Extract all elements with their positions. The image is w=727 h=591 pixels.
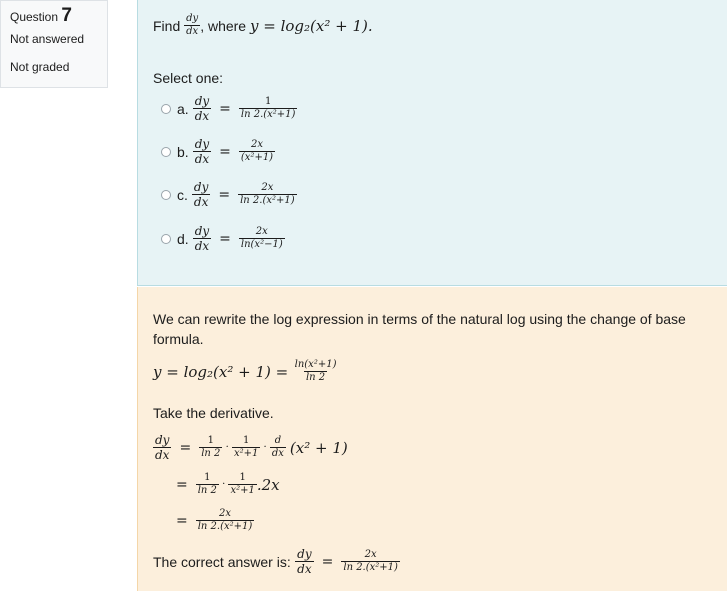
question-text: Find $\frac{dy}{dx}$ , where y = log₂(x² + 1). (153, 13, 373, 37)
option-a-radio[interactable] (161, 104, 171, 114)
question-grade: Not graded (10, 60, 70, 74)
question-number: Question 7 (10, 5, 72, 26)
option-c-answer: $\frac{2x}{\text{ln 2.(x²+1)}}$ (240, 182, 295, 206)
select-one-label: Select one: (153, 70, 224, 86)
question-state: Not answered (10, 32, 85, 46)
derivative-step-3: = $\frac{2x}{\text{ln 2.(x²+1)}}$ (176, 508, 253, 532)
option-a[interactable]: a. $\frac{dy}{dx}$ = $\frac{1}{\text{ln 2.(x²+1)}}$ (161, 95, 297, 122)
option-b-answer: $\frac{2x}{\text{(x²+1)}}$ (240, 139, 274, 163)
dydx-fraction: $\frac{dy}{dx}$ (186, 13, 199, 37)
take-derivative-label: Take the derivative. (153, 405, 274, 421)
question-info-panel (0, 0, 108, 88)
derivative-step-1: $\frac{dy}{dx}$ = $\frac{1}{\ln 2}$ · $\frac{1}{\text{x²+1}}$ · $\frac{d}{dx}$ (x² + 1) (155, 433, 348, 462)
option-d-radio[interactable] (161, 234, 171, 244)
option-a-answer: $\frac{1}{\text{ln 2.(x²+1)}}$ (240, 96, 296, 120)
feedback-intro: We can rewrite the log expression in terms of the natural log using the change of base formula. (153, 311, 686, 347)
option-b[interactable]: b. $\frac{dy}{dx}$ = $\frac{2x}{\text{(x²+1)}}$ (161, 138, 275, 165)
right-answer: The correct answer is: $\frac{dy}{dx}$ = $\frac{2x}{\text{ln 2.(x²+1)}}$ (153, 547, 398, 576)
option-b-radio[interactable] (161, 147, 171, 157)
derivative-step-2: = $\frac{1}{\ln 2}$ · $\frac{1}{\text{x²+1}}$ .2x (176, 472, 280, 496)
option-d[interactable]: d. $\frac{dy}{dx}$ = $\frac{2x}{\text{ln(x²−1)}}$ (161, 225, 285, 252)
option-c[interactable]: c. $\frac{dy}{dx}$ = $\frac{2x}{\text{ln 2.(x²+1)}}$ (161, 181, 297, 208)
option-c-radio[interactable] (161, 190, 171, 200)
option-d-answer: $\frac{2x}{\text{ln(x²−1)}}$ (240, 226, 283, 250)
feedback-rewrite: y = log₂(x² + 1) = $\frac{\text{ln(x²+1)}}{\ln 2}$ (153, 359, 337, 383)
question-function: y = log₂(x² + 1). (250, 16, 373, 35)
